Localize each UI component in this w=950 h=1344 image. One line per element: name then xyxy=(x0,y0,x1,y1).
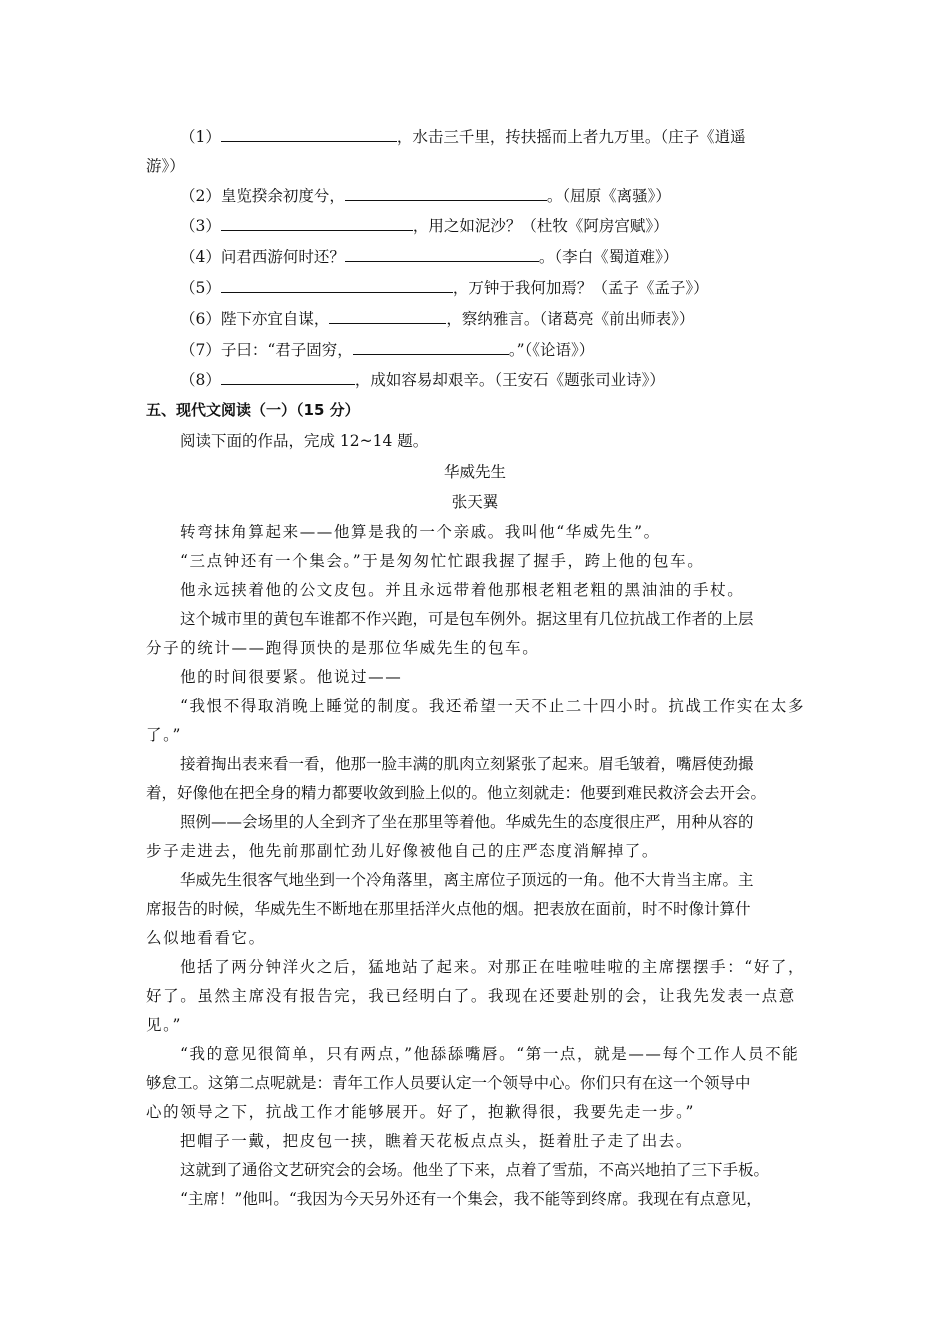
question-text: 陛下亦宜自谋， xyxy=(220,310,330,328)
question-number: （3） xyxy=(180,217,221,235)
question-number: （1） xyxy=(180,128,221,146)
article-line: 他括了两分钟洋火之后，猛地站了起来。对那正在哇啦哇啦的主席摆摆手：“好了， xyxy=(180,958,806,976)
article-line: 转弯抹角算起来——他算是我的一个亲戚。我叫他“华威先生”。 xyxy=(180,523,661,541)
article-line: 么似地看看它。 xyxy=(146,929,266,947)
article-line: 步子走进去，他先前那副忙劲儿好像被他自己的庄严态度消解掉了。 xyxy=(146,842,660,860)
article-line: 够怠工。这第二点呢就是：青年工作人员要认定一个领导中心。你们只有在这一个领导中 xyxy=(146,1074,751,1092)
answer-blank[interactable] xyxy=(329,309,446,324)
article-line: 接着掏出表来看一看，他那一脸丰满的肌肉立刻紧张了起来。眉毛皱着，嘴唇使劲撮 xyxy=(180,755,754,773)
answer-blank[interactable] xyxy=(345,186,547,201)
article-line: 心的领导之下，抗战工作才能够展开。好了，抱歉得很，我要先走一步。” xyxy=(146,1103,695,1121)
question-number: （2） xyxy=(180,187,221,205)
question-number: （7） xyxy=(180,341,221,359)
question-text: 子曰：“君子固穷， xyxy=(220,341,353,359)
answer-blank[interactable] xyxy=(221,370,355,385)
question-text: 。（屈原《离骚》） xyxy=(546,187,671,205)
question-7 xyxy=(180,340,594,360)
article-line: 分子的统计——跑得顶快的是那位华威先生的包车。 xyxy=(146,639,540,657)
article-line: 他的时间很要紧。他说过—— xyxy=(180,668,403,686)
answer-blank[interactable] xyxy=(221,127,397,142)
section-heading: 五、现代文阅读（一）（15 分） xyxy=(146,401,360,419)
article-line: 华威先生很客气地坐到一个冷角落里，离主席位子顶远的一角。他不大肯当主席。主 xyxy=(180,871,754,889)
article-line: 把帽子一戴，把皮包一挟，瞧着天花板点点头，挺着肚子走了出去。 xyxy=(180,1132,694,1150)
question-2 xyxy=(180,186,671,206)
question-4 xyxy=(180,247,678,267)
answer-blank[interactable] xyxy=(345,247,539,262)
answer-blank[interactable] xyxy=(221,216,413,231)
article-line: “主席！”他叫。“我因为今天另外还有一个集会，我不能等到终席。我现在有点意见， xyxy=(180,1190,762,1208)
article-line: 好了。虽然主席没有报告完，我已经明白了。我现在还要赴别的会，让我先发表一点意 xyxy=(146,987,796,1005)
question-text: ，用之如泥沙？（杜牧《阿房宫赋》） xyxy=(412,217,669,235)
question-text: ，成如容易却艰辛。（王安石《题张司业诗》） xyxy=(354,371,665,389)
question-text: ，水击三千里，抟扶摇而上者九万里。（庄子《逍遥 xyxy=(396,128,746,146)
section-instruction: 阅读下面的作品，完成 12~14 题。 xyxy=(180,432,429,450)
question-text: 问君西游何时还？ xyxy=(220,248,345,266)
question-3 xyxy=(180,216,669,236)
question-6 xyxy=(180,309,694,329)
article-line: 这就到了通俗文艺研究会的会场。他坐了下来，点着了雪茄，不高兴地拍了三下手板。 xyxy=(180,1161,770,1179)
article-line: 见。” xyxy=(146,1016,182,1034)
question-text: 皇览揆余初度兮， xyxy=(220,187,345,205)
question-8 xyxy=(180,370,665,390)
question-1 xyxy=(180,127,746,147)
question-number: （6） xyxy=(180,310,221,328)
question-number: （5） xyxy=(180,279,221,297)
question-text: ，万钟于我何加焉？（孟子《孟子》） xyxy=(452,279,709,297)
question-5 xyxy=(180,278,709,298)
question-text: 。（李白《蜀道难》） xyxy=(538,248,679,266)
article-line: 席报告的时候，华威先生不断地在那里括洋火点他的烟。把表放在面前，时不时像计算什 xyxy=(146,900,751,918)
article-line: 了。” xyxy=(146,726,182,744)
answer-blank[interactable] xyxy=(221,278,453,293)
article-author: 张天翼 xyxy=(451,493,499,511)
article-line: 照例——会场里的人全到齐了坐在那里等着他。华威先生的态度很庄严，用种从容的 xyxy=(180,813,754,831)
article-line: 着，好像他在把全身的精力都要收敛到脸上似的。他立刻就走：他要到难民救济会去开会。 xyxy=(146,784,767,802)
article-title: 华威先生 xyxy=(443,463,506,481)
question-text: ，察纳雅言。（诸葛亮《前出师表》） xyxy=(446,310,695,328)
question-number: （4） xyxy=(180,248,221,266)
question-1-continuation: 游》） xyxy=(146,157,185,175)
article-line: “三点钟还有一个集会。”于是匆匆忙忙跟我握了握手，跨上他的包车。 xyxy=(180,552,705,570)
question-number: （8） xyxy=(180,371,221,389)
article-line: 他永远挟着他的公文皮包。并且永远带着他那根老粗老粗的黑油油的手杖。 xyxy=(180,581,745,599)
question-text: 。”（《论语》） xyxy=(508,341,595,359)
article-line: “我的意见很简单，只有两点，”他舔舔嘴唇。“第一点，就是——每个工作人员不能 xyxy=(180,1045,800,1063)
article-line: “我恨不得取消晚上睡觉的制度。我还希望一天不止二十四小时。抗战工作实在太多 xyxy=(180,697,806,715)
article-line: 这个城市里的黄包车谁都不作兴跑，可是包车例外。据这里有几位抗战工作者的上层 xyxy=(180,610,754,628)
answer-blank[interactable] xyxy=(353,340,509,355)
